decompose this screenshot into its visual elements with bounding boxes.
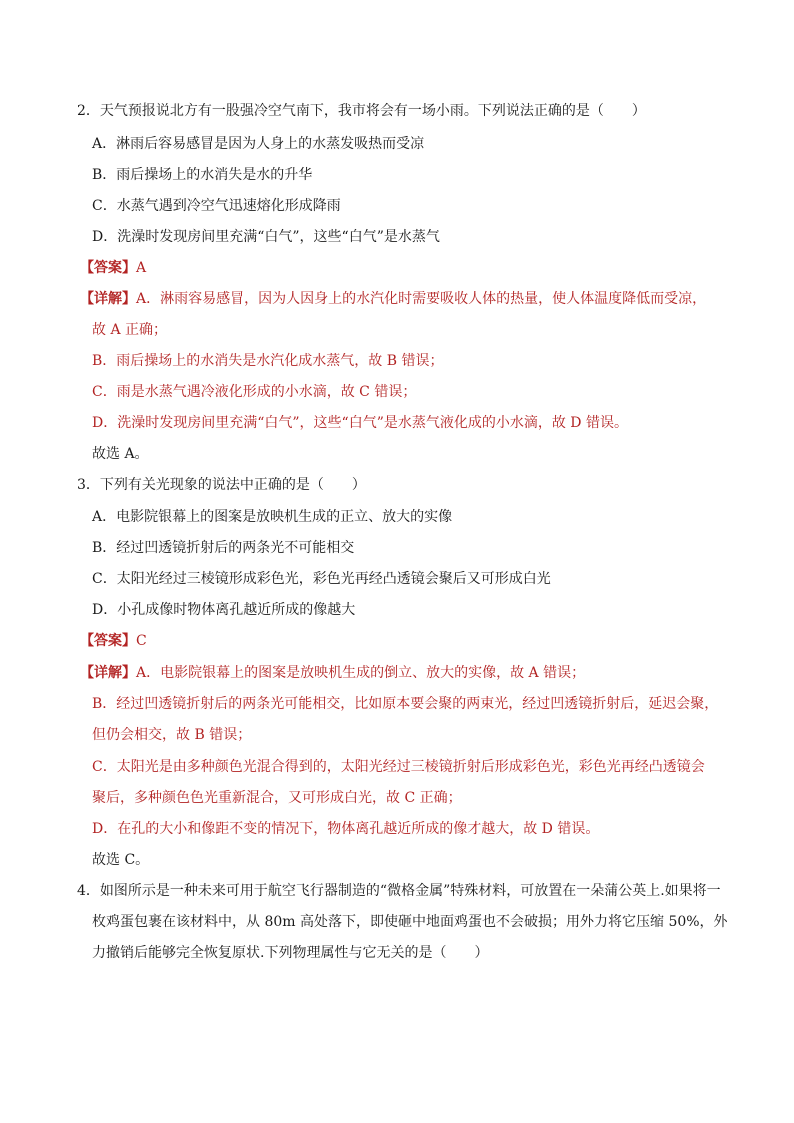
q3-answer [80,630,147,652]
q2-option-c: C．水蒸气遇到冷空气迅速熔化形成降雨 [92,198,341,214]
detail-tag: 【详解】 [80,665,136,681]
q3-conclusion: 故选 C。 [92,852,150,868]
q2-option-d: D．洗澡时发现房间里充满“白气”，这些“白气”是水蒸气 [92,229,440,245]
q3-detail-line-3: 但仍会相交，故 B 错误； [92,727,252,743]
q2-detail-line-1 [80,288,706,310]
q2-detail-line-2: 故 A 正确； [92,322,168,338]
answer-tag: 【答案】 [80,260,136,276]
q3-option-b: B．经过凹透镜折射后的两条光不可能相交 [92,540,355,556]
q2-option-b: B．雨后操场上的水消失是水的升华 [92,167,313,183]
q2-stem: 2．天气预报说北方有一股强冷空气南下，我市将会有一场小雨。下列说法正确的是（ ） [77,103,646,119]
q3-detail-line-5: 聚后，多种颜色色光重新混合，又可形成白光，故 C 正确； [92,790,462,806]
q4-stem-line-1: 4．如图所示是一种未来可用于航空飞行器制造的“微格金属”特殊材料，可放置在一朵蒲公英上.如果将一 [77,883,721,899]
detail-text: A．淋雨容易感冒，因为人因身上的水汽化时需要吸收人体的热量，使人体温度降低而受凉， [136,291,707,307]
answer-value: A [136,260,147,276]
q3-option-d: D．小孔成像时物体离孔越近所成的像越大 [92,602,356,618]
q2-detail-line-3: B．雨后操场上的水消失是水汽化成水蒸气，故 B 错误； [92,353,444,369]
q3-detail-line-1 [80,662,585,684]
answer-value: C [136,633,147,649]
detail-tag: 【详解】 [80,291,136,307]
answer-tag: 【答案】 [80,633,136,649]
q3-option-c: C．太阳光经过三棱镜形成彩色光，彩色光再经凸透镜会聚后又可形成白光 [92,571,551,587]
q2-answer [80,257,146,279]
q4-stem-line-2: 枚鸡蛋包裹在该材料中，从 80m 高处落下，即使砸中地面鸡蛋也不会破损；用外力将它压缩 50%，外 [92,914,728,930]
q3-stem: 3．下列有关光现象的说法中正确的是（ ） [77,477,366,493]
q2-detail-line-4: C．雨是水蒸气遇冷液化形成的小水滴，故 C 错误； [92,384,417,400]
q4-stem-line-3: 力撤销后能够完全恢复原状.下列物理属性与它无关的是（ ） [92,945,489,961]
q2-option-a: A．淋雨后容易感冒是因为人身上的水蒸发吸热而受凉 [92,136,425,152]
q3-option-a: A．电影院银幕上的图案是放映机生成的正立、放大的实像 [92,509,453,525]
detail-text: A．电影院银幕上的图案是放映机生成的倒立、放大的实像，故 A 错误； [136,665,586,681]
q2-detail-line-5: D．洗澡时发现房间里充满“白气”，这些“白气”是水蒸气液化成的小水滴，故 D 错误。 [92,415,628,431]
q3-detail-line-4: C．太阳光是由多种颜色光混合得到的，太阳光经过三棱镜折射后形成彩色光，彩色光再经凸透镜会 [92,759,705,775]
q3-detail-line-6: D．在孔的大小和像距不变的情况下，物体离孔越近所成的像才越大，故 D 错误。 [92,821,600,837]
q3-detail-line-2: B．经过凹透镜折射后的两条光可能相交，比如原本要会聚的两束光，经过凹透镜折射后，延迟会聚， [92,696,719,712]
q2-conclusion: 故选 A。 [92,446,149,462]
